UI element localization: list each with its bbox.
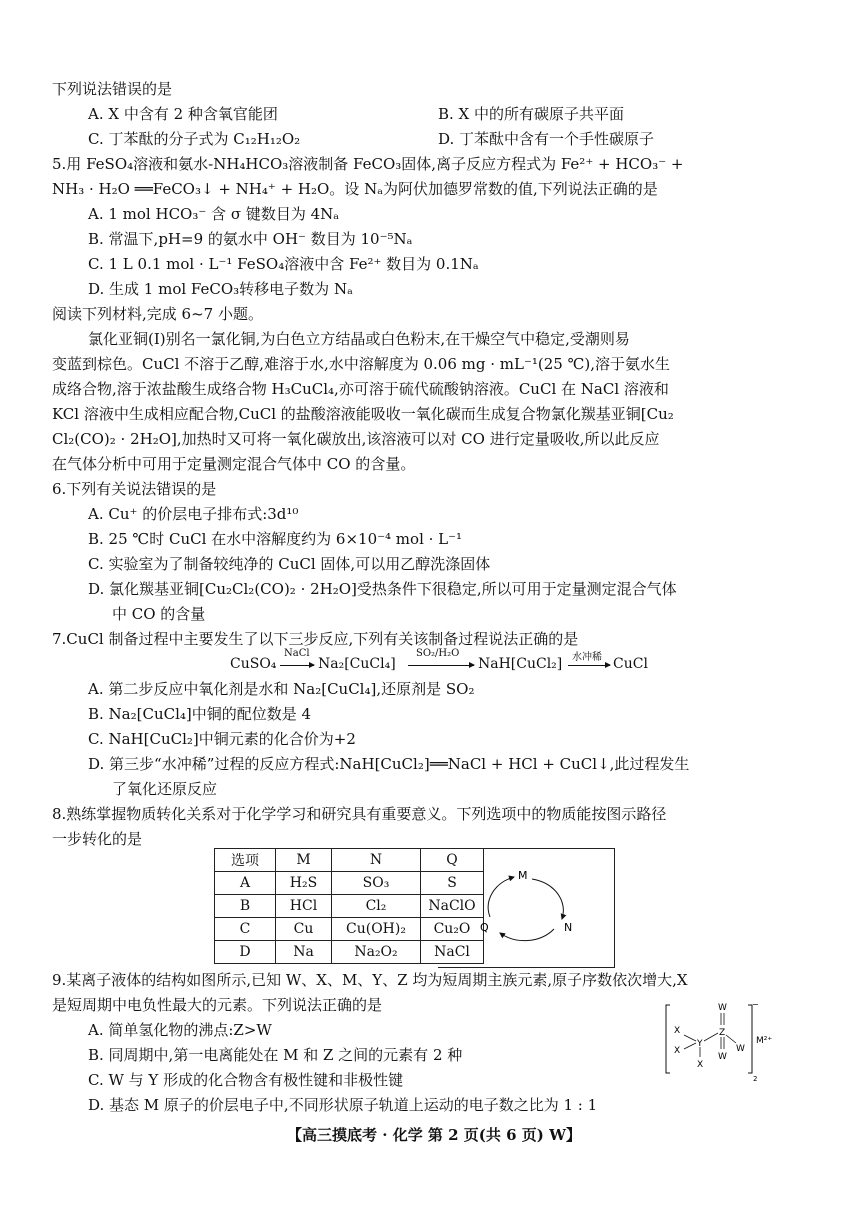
charge-mark: − — [752, 1000, 759, 1009]
scheme-cuso4: CuSO₄ — [230, 656, 277, 672]
atom-x: X — [697, 1060, 704, 1070]
structure-svg — [660, 993, 790, 1083]
table-cell: NaCl — [421, 941, 484, 964]
cycle-arrow-q-m — [488, 877, 514, 917]
q9-option-d: D. 基态 M 原子的价层电子中,不同形状原子轨道上运动的电子数之比为 1 : 1 — [88, 1096, 598, 1114]
atom-w: W — [718, 1003, 727, 1013]
atom-x: X — [674, 1026, 681, 1036]
cycle-label-q: Q — [480, 921, 489, 934]
scheme-arrow-2 — [408, 665, 474, 666]
bond — [684, 1043, 696, 1049]
table-cell: S — [421, 872, 484, 895]
atom-y: Y — [697, 1039, 703, 1049]
q5-line2: NH₃ · H₂O ══FeCO₃↓ + NH₄⁺ + H₂O。设 Nₐ为阿伏加德罗常数的值,下列说法正确的是 — [52, 180, 658, 198]
bond — [726, 1035, 736, 1043]
q6-option-d: D. 氯化羰基亚铜[Cu₂Cl₂(CO)₂ · 2H₂O]受热条件下很稳定,所以可用于定量测定混合气体 — [88, 580, 677, 598]
q9-option-c: C. W 与 Y 形成的化合物含有极性键和非极性键 — [88, 1071, 404, 1089]
table-cell: HCl — [276, 895, 332, 918]
bracket-right — [748, 1005, 752, 1073]
table-header-cell: M — [276, 849, 332, 872]
ionic-liquid-structure — [660, 993, 790, 1083]
material-line: 在气体分析中可用于定量测定混合气体中 CO 的含量。 — [52, 455, 416, 473]
scheme-arrow-2-label: SO₂/H₂O — [416, 648, 460, 659]
cycle-arrow-n-q — [500, 929, 554, 941]
bond — [684, 1035, 696, 1041]
table-header-cell: 选项 — [215, 849, 276, 872]
q9-option-b: B. 同周期中,第一电离能处在 M 和 Z 之间的元素有 2 种 — [88, 1046, 463, 1064]
q7-option-b: B. Na₂[CuCl₄]中铜的配位数是 4 — [88, 705, 312, 723]
table-header-cell: Q — [421, 849, 484, 872]
q7-option-d-cont: 了氧化还原反应 — [112, 780, 218, 798]
q4-option-a: A. X 中含有 2 种含氧官能团 — [88, 105, 278, 123]
table-cell: Na₂O₂ — [332, 941, 421, 964]
bracket-left — [666, 1005, 670, 1073]
scheme-arrow-3-label: 水冲稀 — [572, 652, 602, 663]
scheme-na2cucl4: Na₂[CuCl₄] — [318, 656, 396, 672]
bond — [704, 1033, 718, 1041]
q4-option-d: D. 丁苯酞中含有一个手性碳原子 — [438, 130, 655, 148]
table-cell: Cu(OH)₂ — [332, 918, 421, 941]
q5-option-a: A. 1 mol HCO₃⁻ 含 σ 键数目为 4Nₐ — [88, 205, 340, 223]
q4-option-c: C. 丁苯酞的分子式为 C₁₂H₁₂O₂ — [88, 130, 301, 148]
table-cell: Cu — [276, 918, 332, 941]
q6-option-a: A. Cu⁺ 的价层电子排布式:3d¹⁰ — [88, 505, 299, 523]
material-line: 成络合物,溶于浓盐酸生成络合物 H₃CuCl₄,亦可溶于硫代硫酸钠溶液。CuCl 在 NaCl 溶液和 — [52, 380, 669, 398]
table-cell: Na — [276, 941, 332, 964]
reaction-scheme — [230, 648, 650, 676]
cycle-arrow-m-n — [532, 879, 563, 919]
table-cell: Cl₂ — [332, 895, 421, 918]
atom-x: X — [674, 1046, 681, 1056]
table-cell: B — [215, 895, 276, 918]
q7-option-c: C. NaH[CuCl₂]中铜元素的化合价为+2 — [88, 730, 356, 748]
q8-line2: 一步转化的是 — [52, 830, 143, 848]
q6-option-b: B. 25 ℃时 CuCl 在水中溶解度约为 6×10⁻⁴ mol · L⁻¹ — [88, 530, 463, 548]
cation-m: M²⁺ — [756, 1036, 773, 1046]
table-cell: SO₃ — [332, 872, 421, 895]
q6-option-c: C. 实验室为了制备较纯净的 CuCl 固体,可以用乙醇洗涤固体 — [88, 555, 491, 573]
q4-option-b: B. X 中的所有碳原子共平面 — [438, 105, 625, 123]
q8-line1: 8.熟练掌握物质转化关系对于化学学习和研究具有重要意义。下列选项中的物质能按图示路径 — [52, 805, 667, 823]
material-line: 氯化亚铜(Ⅰ)别名一氯化铜,为白色立方结晶或白色粉末,在干燥空气中稳定,受潮则易 — [88, 330, 630, 348]
table-cell: D — [215, 941, 276, 964]
material-line: KCl 溶液中生成相应配合物,CuCl 的盐酸溶液能吸收一氧化碳而生成复合物氯化羰基亚铜[Cu₂ — [52, 405, 674, 423]
q9-line2: 是短周期中电负性最大的元素。下列说法正确的是 — [52, 996, 383, 1014]
q4-stem: 下列说法错误的是 — [52, 80, 173, 98]
scheme-arrow-1 — [280, 665, 314, 666]
q7-stem: 7.CuCl 制备过程中主要发生了以下三步反应,下列有关该制备过程说法正确的是 — [52, 630, 579, 648]
atom-w: W — [718, 1052, 727, 1062]
q7-option-d: D. 第三步“水冲稀”过程的反应方程式:NaH[CuCl₂]══NaCl + HCl + CuCl↓,此过程发生 — [88, 755, 690, 773]
material-line: 变蓝到棕色。CuCl 不溶于乙醇,难溶于水,水中溶解度为 0.06 mg · mL⁻¹(25 ℃),溶于氨水生 — [52, 355, 671, 373]
conversion-cycle-diagram — [438, 848, 615, 968]
q6-option-d-cont: 中 CO 的含量 — [112, 605, 206, 623]
cycle-label-m: M — [518, 869, 528, 882]
subscript-count: 2 — [753, 1075, 758, 1083]
scheme-arrow-3 — [568, 665, 610, 666]
q7-option-a: A. 第二步反应中氧化剂是水和 Na₂[CuCl₄],还原剂是 SO₂ — [88, 680, 475, 698]
table-header-cell: N — [332, 849, 421, 872]
q5-option-b: B. 常温下,pH=9 的氨水中 OH⁻ 数目为 10⁻⁵Nₐ — [88, 230, 413, 248]
atom-w: W — [736, 1044, 745, 1054]
scheme-cucl: CuCl — [613, 656, 648, 672]
q5-line1: 5.用 FeSO₄溶液和氨水-NH₄HCO₃溶液制备 FeCO₃固体,离子反应方程式为 Fe²⁺ + HCO₃⁻ + — [52, 155, 684, 173]
q5-option-c: C. 1 L 0.1 mol · L⁻¹ FeSO₄溶液中含 Fe²⁺ 数目为 0.1Nₐ — [88, 255, 479, 273]
q5-option-d: D. 生成 1 mol FeCO₃转移电子数为 Nₐ — [88, 280, 353, 298]
material-line: Cl₂(CO)₂ · 2H₂O],加热时又可将一氧化碳放出,该溶液可以对 CO 进行定量吸收,所以此反应 — [52, 430, 660, 448]
atom-z: Z — [719, 1028, 726, 1038]
material-intro: 阅读下列材料,完成 6~7 小题。 — [52, 305, 263, 323]
table-cell: NaClO — [421, 895, 484, 918]
q6-stem: 6.下列有关说法错误的是 — [52, 480, 217, 498]
q9-line1: 9.某离子液体的结构如图所示,已知 W、X、M、Y、Z 均为短周期主族元素,原子序数依次增大,X — [52, 971, 688, 989]
table-cell: Cu₂O — [421, 918, 484, 941]
scheme-nahcucl2: NaH[CuCl₂] — [478, 656, 563, 672]
cycle-svg — [438, 849, 614, 967]
table-cell: A — [215, 872, 276, 895]
scheme-arrow-1-label: NaCl — [284, 648, 310, 659]
page-footer: 【高三摸底考 · 化学 第 2 页(共 6 页) W】 — [287, 1126, 581, 1144]
table-cell: C — [215, 918, 276, 941]
table-cell: H₂S — [276, 872, 332, 895]
cycle-label-n: N — [564, 921, 573, 934]
q9-option-a: A. 简单氢化物的沸点:Z>W — [88, 1021, 272, 1039]
